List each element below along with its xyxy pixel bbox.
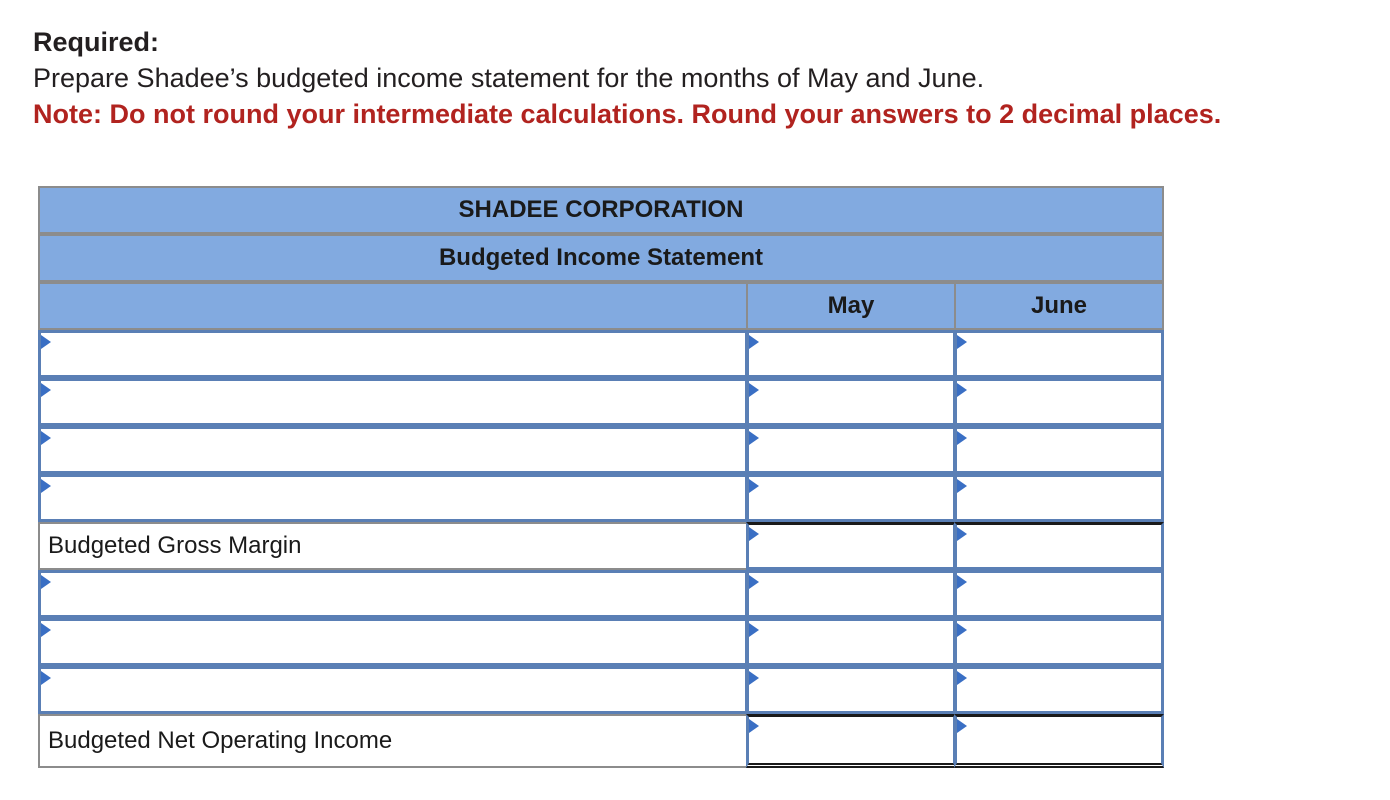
- may-gross-margin-input[interactable]: [746, 522, 956, 570]
- table-row: [38, 666, 1164, 714]
- dropdown-arrow-icon: [749, 719, 759, 733]
- required-text: Prepare Shadee’s budgeted income statement for the months of May and June.: [33, 63, 985, 93]
- gross-margin-row: [38, 522, 1164, 570]
- may-amount-input[interactable]: [746, 570, 956, 618]
- june-amount-input[interactable]: [954, 426, 1164, 474]
- instructions: [33, 24, 1221, 132]
- dropdown-arrow-icon: [749, 479, 759, 493]
- june-amount-input[interactable]: [954, 618, 1164, 666]
- gross-margin-label: Budgeted Gross Margin: [38, 522, 748, 570]
- june-gross-margin-input[interactable]: [954, 522, 1164, 570]
- rounding-note: Note: Do not round your intermediate calculations. Round your answers to 2 decimal places.: [33, 99, 1222, 129]
- column-header-row: [38, 282, 1164, 330]
- net-operating-income-row: [38, 714, 1164, 768]
- may-amount-input[interactable]: [746, 666, 956, 714]
- line-item-dropdown[interactable]: [38, 666, 748, 714]
- header-may: May: [746, 282, 956, 330]
- header-blank: [38, 282, 748, 330]
- dropdown-arrow-icon: [749, 623, 759, 637]
- line-item-dropdown[interactable]: [38, 618, 748, 666]
- dropdown-arrow-icon: [957, 335, 967, 349]
- line-item-dropdown[interactable]: [38, 570, 748, 618]
- dropdown-arrow-icon: [749, 671, 759, 685]
- line-item-dropdown[interactable]: [38, 474, 748, 522]
- dropdown-arrow-icon: [957, 623, 967, 637]
- table-row: [38, 618, 1164, 666]
- statement-title: Budgeted Income Statement: [38, 234, 1164, 282]
- may-amount-input[interactable]: [746, 618, 956, 666]
- table-row: [38, 426, 1164, 474]
- dropdown-arrow-icon: [749, 527, 759, 541]
- table-row: [38, 378, 1164, 426]
- header-june: June: [954, 282, 1164, 330]
- required-heading: Required:: [33, 27, 160, 57]
- dropdown-arrow-icon: [41, 671, 51, 685]
- dropdown-arrow-icon: [41, 575, 51, 589]
- dropdown-arrow-icon: [41, 335, 51, 349]
- income-statement-table: [38, 186, 1164, 768]
- dropdown-arrow-icon: [41, 431, 51, 445]
- dropdown-arrow-icon: [957, 671, 967, 685]
- june-amount-input[interactable]: [954, 474, 1164, 522]
- dropdown-arrow-icon: [41, 479, 51, 493]
- table-row: [38, 330, 1164, 378]
- net-operating-income-label: Budgeted Net Operating Income: [38, 714, 748, 768]
- may-net-income-input[interactable]: [746, 714, 956, 768]
- may-amount-input[interactable]: [746, 426, 956, 474]
- june-amount-input[interactable]: [954, 378, 1164, 426]
- table-row: [38, 474, 1164, 522]
- dropdown-arrow-icon: [957, 575, 967, 589]
- june-net-income-input[interactable]: [954, 714, 1164, 768]
- line-item-dropdown[interactable]: [38, 426, 748, 474]
- table-row: [38, 570, 1164, 618]
- dropdown-arrow-icon: [749, 431, 759, 445]
- dropdown-arrow-icon: [957, 719, 967, 733]
- dropdown-arrow-icon: [957, 479, 967, 493]
- june-amount-input[interactable]: [954, 666, 1164, 714]
- june-amount-input[interactable]: [954, 570, 1164, 618]
- dropdown-arrow-icon: [41, 623, 51, 637]
- company-name: SHADEE CORPORATION: [38, 186, 1164, 234]
- dropdown-arrow-icon: [957, 383, 967, 397]
- may-amount-input[interactable]: [746, 474, 956, 522]
- dropdown-arrow-icon: [957, 527, 967, 541]
- may-amount-input[interactable]: [746, 330, 956, 378]
- may-amount-input[interactable]: [746, 378, 956, 426]
- dropdown-arrow-icon: [41, 383, 51, 397]
- line-item-dropdown[interactable]: [38, 378, 748, 426]
- dropdown-arrow-icon: [957, 431, 967, 445]
- dropdown-arrow-icon: [749, 575, 759, 589]
- dropdown-arrow-icon: [749, 383, 759, 397]
- line-item-dropdown[interactable]: [38, 330, 748, 378]
- dropdown-arrow-icon: [749, 335, 759, 349]
- june-amount-input[interactable]: [954, 330, 1164, 378]
